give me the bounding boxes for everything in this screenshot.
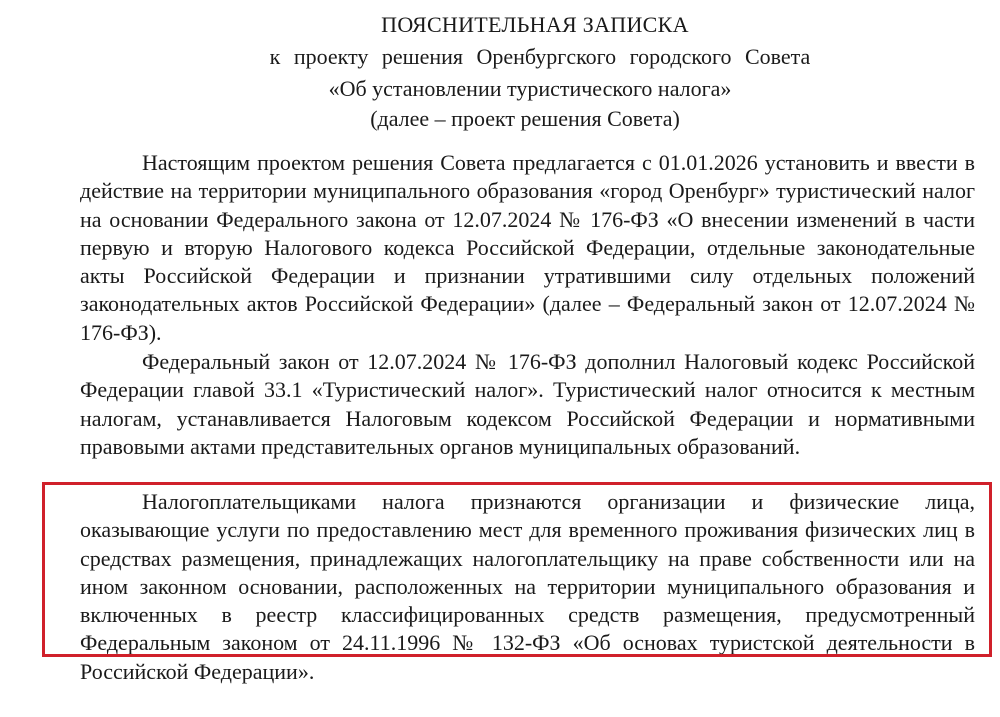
- paragraph-1: Настоящим проектом решения Совета предлагается с 01.01.2026 установить и ввести в действие на территории муниципального образования «город Оренбург» туристический налог на основании Федерального закона от 12.07.2024 № 176-ФЗ «О внесении изменений в части первую и вторую Налогового кодекса Российской Федерации, отдельные законодательные акты Российской Федерации и признании утратившими силу отдельных положений законодательных актов Российской Федерации» (далее – Федеральный закон от 12.07.2024 № 176-ФЗ).: [80, 150, 975, 345]
- paragraph-3: Налогоплательщиками налога признаются организации и физические лица, оказывающие услуги по предоставлению мест для временного проживания физических лиц в средствах размещения, принадлежащих налогоплательщику на праве собственности или на ином законном основании, расположенных на территории муниципального образования и включенных в реестр классифицированных средств размещения, предусмотренный Федеральным законом от 24.11.1996 № 132-ФЗ «Об основах туристской деятельности в Российской Федерации».: [80, 489, 975, 684]
- document-subtitle-line-3: (далее – проект решения Совета): [370, 106, 680, 131]
- document-subtitle-line-2: «Об установлении туристического налога»: [328, 76, 732, 101]
- document-title: ПОЯСНИТЕЛЬНАЯ ЗАПИСКА: [381, 12, 689, 37]
- document-subtitle-line-1: к проекту решения Оренбургского городского Совета: [269, 44, 811, 69]
- paragraph-2: Федеральный закон от 12.07.2024 № 176-ФЗ дополнил Налоговый кодекс Российской Федерации главой 33.1 «Туристический налог». Туристический налог относится к местным налогам, устанавливается Налоговым кодексом Российской Федерации и нормативными правовыми актами представительных органов муниципальных образований.: [80, 349, 975, 459]
